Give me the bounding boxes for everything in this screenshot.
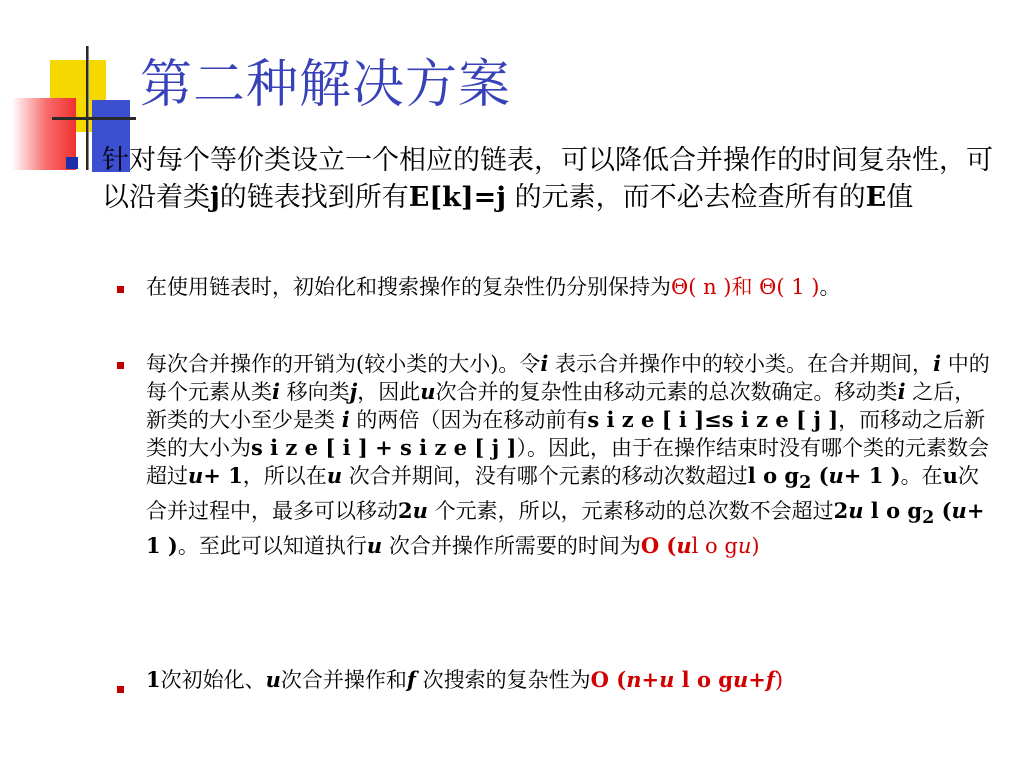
complexity-expr: O ( bbox=[590, 667, 627, 692]
decor-vertical-line-shadow bbox=[88, 46, 89, 170]
math-text: 1 bbox=[146, 667, 161, 692]
log-base: 2 bbox=[922, 508, 935, 529]
math-text: + 1 ) bbox=[146, 498, 985, 559]
var-u: u bbox=[366, 533, 383, 559]
main-point bbox=[102, 142, 1002, 216]
sub-point-text: 次合并期间，没有哪个元素的移动次数超过 bbox=[342, 464, 748, 488]
sub-point-text: 移向类 bbox=[279, 380, 350, 404]
complexity-expr: Θ( n )和 Θ( 1 ) bbox=[671, 275, 820, 299]
log-base: 2 bbox=[799, 473, 812, 494]
var-u: u bbox=[676, 533, 692, 559]
var-i: i bbox=[540, 351, 549, 376]
sub-point-text: 。在 bbox=[900, 464, 943, 488]
sub-point-text: 次初始化、 bbox=[160, 668, 266, 692]
log-expr: l o g bbox=[674, 667, 733, 692]
slide-title: 第二种解决方案 bbox=[140, 55, 512, 115]
math-text: ( bbox=[811, 463, 829, 488]
size-comparison-expr: s i z e [ i ]≤s i z e [ j ] bbox=[587, 407, 839, 432]
main-point-text: 的链表找到所有 bbox=[219, 182, 409, 213]
math-text: + 1 ) bbox=[843, 463, 901, 488]
math-text: + bbox=[748, 667, 766, 692]
var-u: u bbox=[265, 667, 281, 692]
var-u: u bbox=[848, 498, 864, 524]
main-point-text: 针对每个等价类设立一个相应的链表，可以降低合并操作的时间复杂性，可以沿着类 bbox=[102, 145, 993, 213]
var-f: f bbox=[765, 667, 775, 692]
sub-point-3 bbox=[146, 666, 991, 694]
sub-bullet-icon bbox=[117, 362, 124, 369]
var-u: u bbox=[951, 498, 967, 524]
main-point-text: 的元素，而不必去检查所有的 bbox=[506, 182, 866, 213]
decor-horizontal-line bbox=[52, 117, 136, 120]
var-u: u bbox=[412, 498, 428, 524]
sub-point-text: 次搜索的复杂性为 bbox=[415, 668, 591, 692]
sub-bullet-icon bbox=[117, 286, 124, 293]
var-i: i bbox=[341, 407, 350, 432]
sub-point-text: 每次合并操作的开销为(较小类的大小)。令 bbox=[146, 352, 541, 376]
var-u: u bbox=[326, 463, 343, 488]
main-point-text: 值 bbox=[886, 182, 914, 213]
sub-point-text: 。 bbox=[819, 275, 841, 299]
var-u: u bbox=[732, 667, 749, 692]
sub-point-text: 次合并的复杂性由移动元素的总次数确定。移动类 bbox=[435, 380, 898, 404]
complexity-expr: O ( bbox=[640, 533, 677, 559]
sub-point-text: 个元素，所以，元素移动的总次数不会超过 bbox=[427, 499, 834, 524]
var-u: u bbox=[828, 463, 844, 488]
var-u: u bbox=[659, 667, 675, 692]
main-point-var-j: j bbox=[210, 182, 220, 213]
sub-point-text: ，所以在 bbox=[242, 464, 327, 488]
sub-point-text: 次合并操作和 bbox=[280, 668, 407, 692]
var-f: f bbox=[406, 667, 416, 692]
var-i: i bbox=[897, 379, 906, 404]
sub-point-text: 次合并操作所需要的时间为 bbox=[382, 534, 641, 559]
var-u: u bbox=[942, 463, 958, 488]
complexity-expr: ) bbox=[774, 668, 784, 692]
log-expr: l o g bbox=[691, 534, 738, 559]
sub-bullet-icon bbox=[117, 686, 124, 693]
main-point-expr: E[k]=j bbox=[408, 182, 507, 213]
sub-point-text: 次合并过程中，最多可以移动 bbox=[146, 464, 979, 524]
sub-point-text: 之后，新类的大小至少是类 bbox=[146, 380, 976, 432]
sub-point-text: 在使用链表时，初始化和搜索操作的复杂性仍分别保持为 bbox=[146, 275, 671, 299]
sub-point-text: ，因此 bbox=[357, 380, 421, 404]
math-text: + 1 bbox=[203, 463, 243, 488]
sub-point-text: 表示合并操作中的较小类。在合并期间， bbox=[548, 352, 934, 376]
sub-point-2 bbox=[146, 350, 991, 560]
main-bullet-icon bbox=[66, 157, 78, 169]
var-u: u bbox=[737, 534, 752, 559]
sub-point-1 bbox=[146, 274, 991, 301]
sub-point-text: 中的每个元素从类 bbox=[146, 352, 990, 404]
var-u: u bbox=[188, 463, 204, 488]
var-n: n bbox=[626, 667, 642, 692]
sub-point-text: 的两倍（因为在移动前有 bbox=[349, 408, 588, 432]
var-i: i bbox=[272, 379, 280, 404]
log-expr: l o g bbox=[747, 463, 800, 488]
size-sum-expr: s i z e [ i ] + s i z e [ j ] bbox=[251, 435, 517, 460]
math-text: ( bbox=[934, 498, 952, 524]
var-j: j bbox=[349, 379, 358, 404]
sub-point-text: 。至此可以知道执行 bbox=[177, 534, 367, 559]
complexity-expr: ) bbox=[751, 534, 760, 559]
var-u: u bbox=[420, 379, 436, 404]
sub-point-text: ）。因此，由于在操作结束时没有哪个类的元素数会超过 bbox=[146, 436, 989, 488]
math-text: 2 bbox=[398, 498, 413, 524]
sub-point-text: ，而移动之后新类的大小为 bbox=[146, 408, 986, 460]
math-text: 2 bbox=[833, 498, 849, 524]
math-text: + bbox=[641, 667, 660, 692]
log-expr: l o g bbox=[863, 498, 923, 524]
main-point-var-e: E bbox=[865, 182, 887, 213]
var-i: i bbox=[933, 351, 942, 376]
